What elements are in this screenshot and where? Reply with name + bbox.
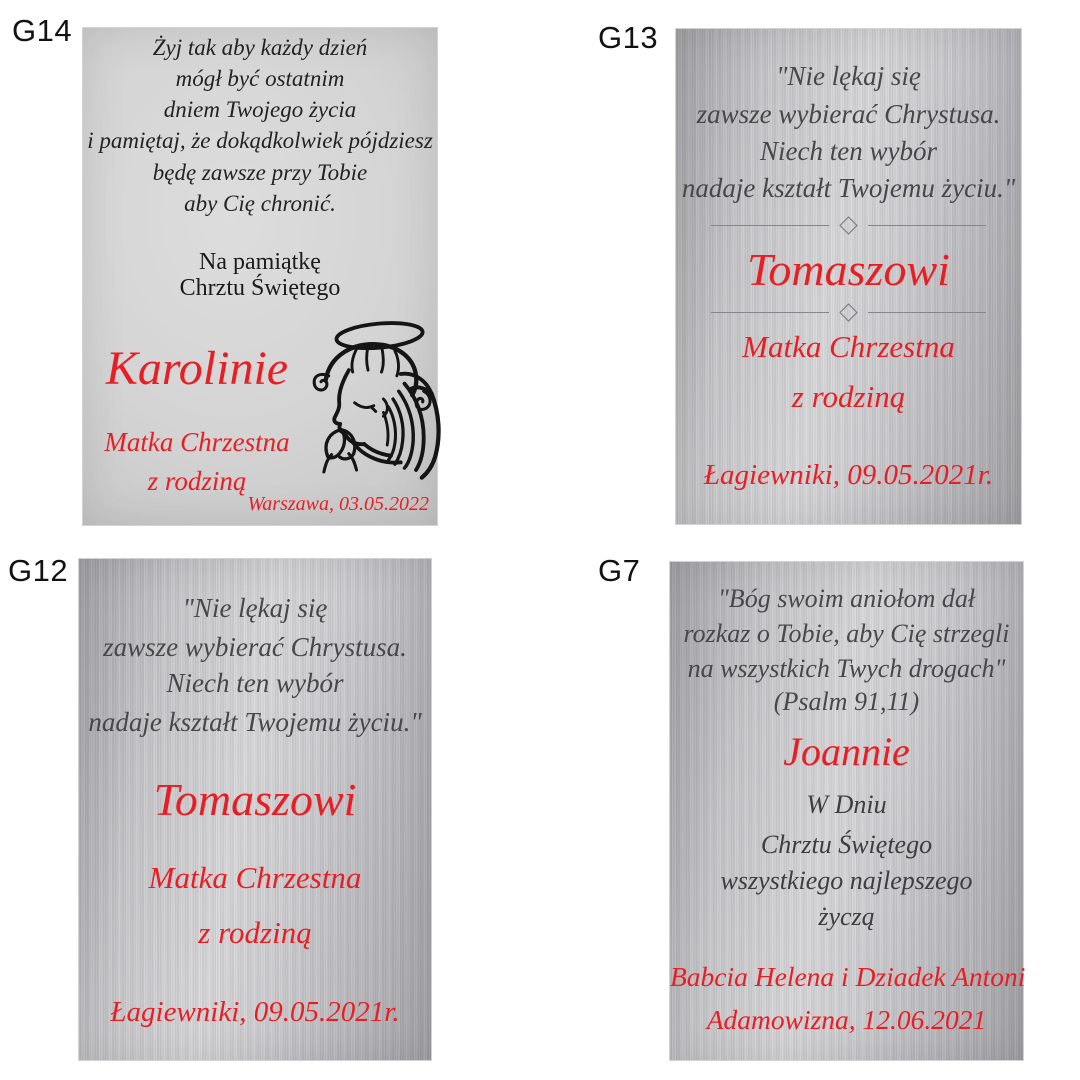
dedication-line: z rodziną <box>198 915 312 950</box>
quote-line: "Nie lękaj się <box>182 593 328 623</box>
dedication-line: Babcia Helena i Dziadek Antoni <box>670 961 1026 992</box>
occasion-line: Chrztu Świętego <box>179 275 341 301</box>
place-date-line: Łagiewniki, 09.05.2021r. <box>703 459 994 491</box>
quote-line: (Psalm 91,11) <box>773 687 920 716</box>
plaque-g13 <box>676 29 1021 524</box>
quote-line: na wszystkich Twych drogach" <box>687 654 1006 683</box>
occasion-line: W Dniu <box>806 790 887 819</box>
quote-line: nadaje kształt Twojemu życiu." <box>681 173 1016 203</box>
divider-line <box>868 225 986 226</box>
quote-line: zawsze wybierać Chrystusa. <box>103 632 407 662</box>
plaque-code-g7: G7 <box>598 553 641 588</box>
quote-line: Niech ten wybór <box>166 668 344 698</box>
plaque-code-g13: G13 <box>598 20 659 55</box>
quote-line: zawsze wybierać Chrystusa. <box>696 99 1001 129</box>
quote-line: dniem Twojego życia <box>163 97 357 122</box>
diamond-divider <box>704 305 993 319</box>
occasion-line: Na pamiątkę <box>199 249 321 275</box>
divider-line <box>711 312 829 313</box>
dedication-line: z rodziną <box>147 466 247 496</box>
recipient-name: Tomaszowi <box>747 244 950 295</box>
quote-line: Żyj tak aby każdy dzień <box>152 35 368 60</box>
plaque-code-g14: G14 <box>12 13 73 48</box>
quote-line: i pamiętaj, że dokądkolwiek pójdziesz <box>87 128 433 153</box>
place-date-line: Łagiewniki, 09.05.2021r. <box>110 996 400 1028</box>
plaque-code-g12: G12 <box>8 553 69 588</box>
plaque-g12 <box>79 559 431 1060</box>
dedication-line: Matka Chrzestna <box>104 427 290 457</box>
occasion-line: życzą <box>818 902 875 931</box>
quote-line: mógł być ostatnim <box>175 66 345 91</box>
quote-line: Niech ten wybór <box>760 136 937 166</box>
quote-line: będę zawsze przy Tobie <box>152 160 368 185</box>
quote-line: aby Cię chronić. <box>184 191 336 216</box>
recipient-name: Karolinie <box>105 342 289 395</box>
place-date-line: Warszawa, 03.05.2022 <box>247 493 429 515</box>
diamond-ornament-icon <box>839 216 857 234</box>
dedication-line: z rodziną <box>791 379 906 414</box>
divider-line <box>868 312 986 313</box>
occasion-line: Chrztu Świętego <box>760 830 933 859</box>
dedication-line: Adamowizna, 12.06.2021 <box>706 1004 987 1035</box>
diamond-ornament-icon <box>839 303 857 321</box>
plaque-g7 <box>670 562 1026 1060</box>
dedication-line: Matka Chrzestna <box>742 329 955 364</box>
recipient-name: Joannie <box>783 729 910 774</box>
dedication-line: Matka Chrzestna <box>148 860 362 895</box>
quote-line: rozkaz o Tobie, aby Cię strzegli <box>683 619 1010 648</box>
recipient-name: Tomaszowi <box>153 774 357 825</box>
quote-line: "Bóg swoim aniołom dał <box>717 584 976 613</box>
quote-line: nadaje kształt Twojemu życiu." <box>88 707 422 737</box>
plaque-g14 <box>83 28 437 525</box>
divider-line <box>711 225 829 226</box>
diamond-divider <box>704 218 993 232</box>
quote-line: "Nie lękaj się <box>776 61 921 91</box>
praying-angel-icon <box>297 313 441 483</box>
occasion-line: wszystkiego najlepszego <box>720 866 973 895</box>
